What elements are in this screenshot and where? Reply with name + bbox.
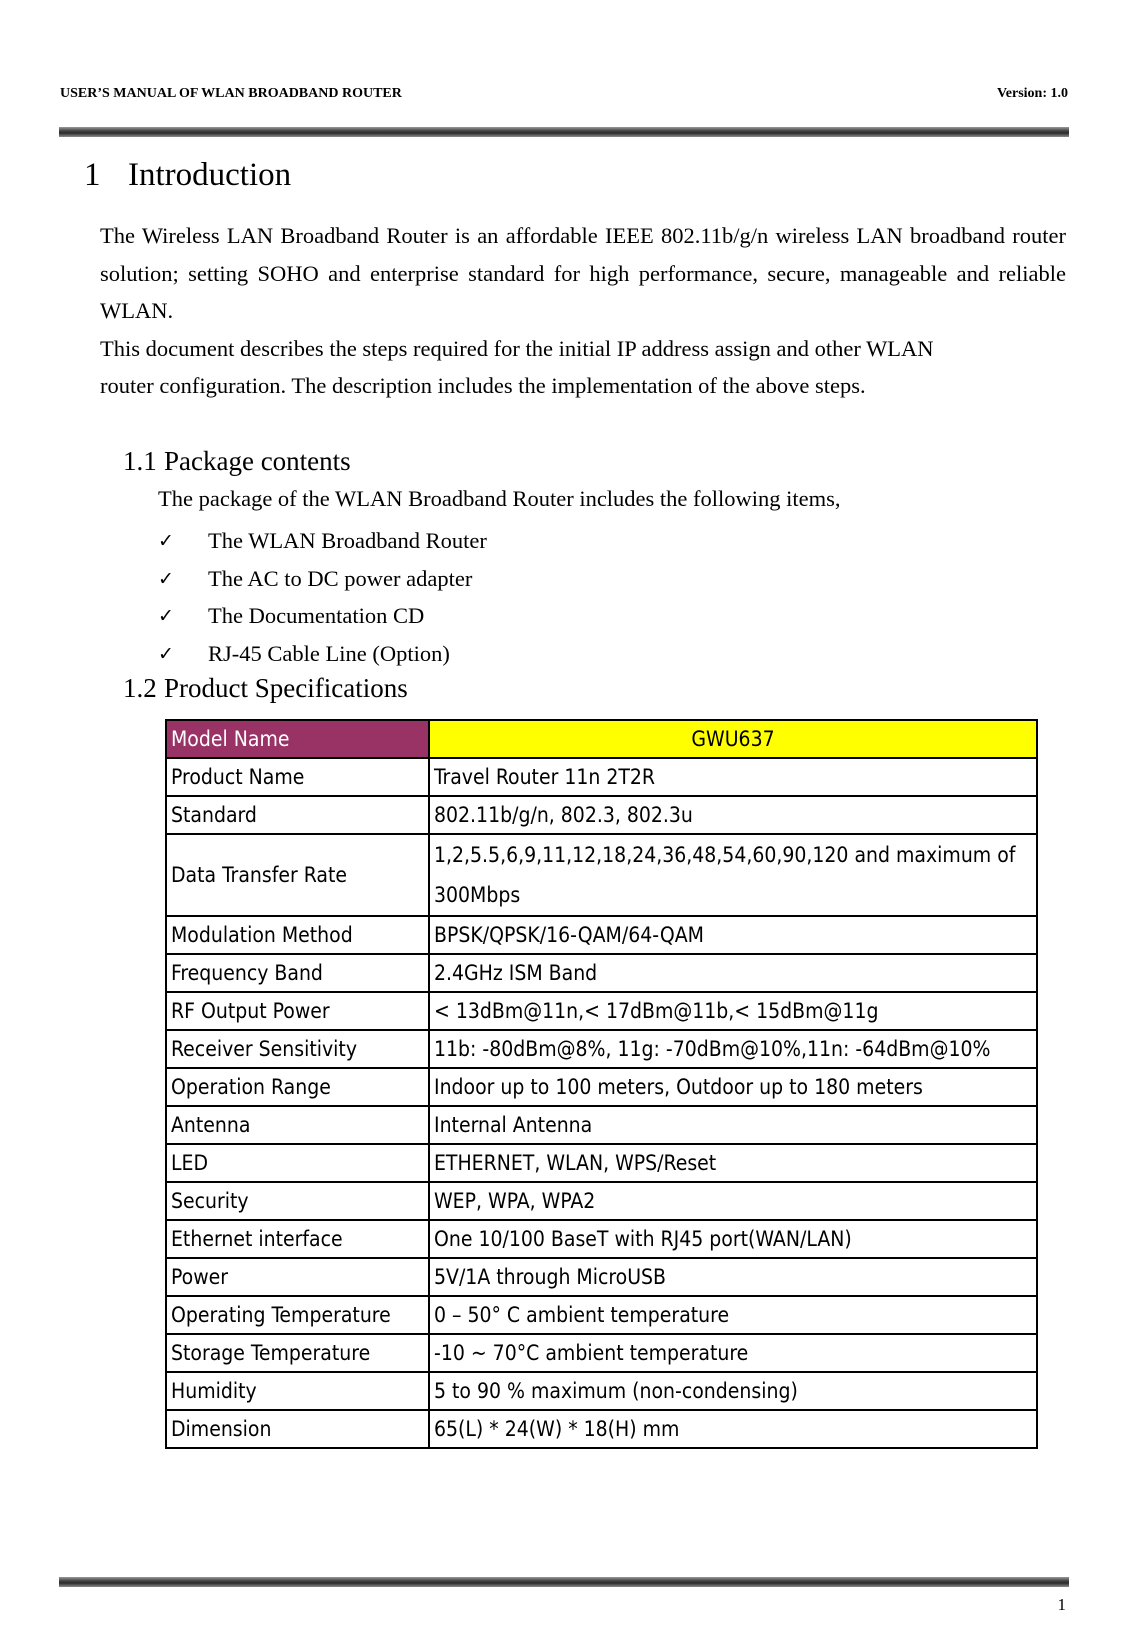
table-cell-value: 0 – 50° C ambient temperature — [429, 1296, 1037, 1334]
subsection-number: 1.2 — [123, 673, 157, 703]
table-row — [166, 834, 1037, 916]
checkmark-icon: ✓ — [158, 567, 174, 590]
table-cell-label: Frequency Band — [166, 954, 429, 992]
package-items-list — [158, 522, 487, 673]
table-row — [166, 1296, 1037, 1334]
table-row — [166, 1410, 1037, 1448]
table-row — [166, 1334, 1037, 1372]
subsection-number: 1.1 — [123, 446, 157, 476]
table-cell-value: 65(L) * 24(W) * 18(H) mm — [429, 1410, 1037, 1448]
table-cell-value: ETHERNET, WLAN, WPS/Reset — [429, 1144, 1037, 1182]
list-item-text: The Documentation CD — [208, 603, 425, 629]
table-cell-label: Data Transfer Rate — [166, 834, 429, 916]
table-header-value: GWU637 — [429, 720, 1037, 758]
list-item — [158, 522, 487, 560]
table-row — [166, 758, 1037, 796]
table-row — [166, 916, 1037, 954]
table-cell-label: Product Name — [166, 758, 429, 796]
list-item-text: The WLAN Broadband Router — [208, 527, 487, 553]
table-row — [166, 1372, 1037, 1410]
table-cell-value: Internal Antenna — [429, 1106, 1037, 1144]
list-item — [158, 597, 487, 635]
section-heading-introduction — [84, 157, 291, 194]
table-cell-value: 5V/1A through MicroUSB — [429, 1258, 1037, 1296]
checkmark-icon: ✓ — [158, 605, 174, 628]
table-cell-label: LED — [166, 1144, 429, 1182]
intro-paragraph-1: The Wireless LAN Broadband Router is an affordable IEEE 802.11b/g/n wireless LAN broadband router solution; setting SOHO and enterprise standard for high performance, secure, manageable and reliable WLAN. — [100, 223, 1066, 323]
table-row — [166, 1106, 1037, 1144]
table-cell-value: 1,2,5.5,6,9,11,12,18,24,36,48,54,60,90,120 and maximum of 300Mbps — [429, 834, 1037, 916]
footer-divider — [59, 1577, 1069, 1587]
header-version: Version: 1.0 — [996, 86, 1068, 101]
subsection-title: Package contents — [164, 446, 351, 476]
table-row — [166, 992, 1037, 1030]
table-cell-value: < 13dBm@11n,< 17dBm@11b,< 15dBm@11g — [429, 992, 1037, 1030]
table-cell-value: 5 to 90 % maximum (non-condensing) — [429, 1372, 1037, 1410]
section-title: Introduction — [128, 157, 292, 193]
package-intro: The package of the WLAN Broadband Router includes the following items, — [158, 486, 841, 511]
table-cell-label: Modulation Method — [166, 916, 429, 954]
table-cell-value: 802.11b/g/n, 802.3, 802.3u — [429, 796, 1037, 834]
table-cell-label: Dimension — [166, 1410, 429, 1448]
table-cell-label: Receiver Sensitivity — [166, 1030, 429, 1068]
table-cell-value: -10 ~ 70°C ambient temperature — [429, 1334, 1037, 1372]
table-cell-label: Standard — [166, 796, 429, 834]
list-item — [158, 635, 487, 673]
checkmark-icon: ✓ — [158, 529, 174, 552]
subsection-heading-package-contents — [123, 446, 351, 477]
table-cell-label: Humidity — [166, 1372, 429, 1410]
table-cell-label: Storage Temperature — [166, 1334, 429, 1372]
table-cell-value: 2.4GHz ISM Band — [429, 954, 1037, 992]
table-row — [166, 1144, 1037, 1182]
table-row — [166, 1030, 1037, 1068]
intro-paragraph-2-line-2: router configuration. The description includes the implementation of the above steps. — [100, 373, 866, 398]
list-item-text: RJ-45 Cable Line (Option) — [208, 640, 450, 666]
page-number: 1 — [1057, 1595, 1066, 1614]
spec-table — [165, 719, 1038, 1449]
table-cell-value: BPSK/QPSK/16-QAM/64-QAM — [429, 916, 1037, 954]
table-cell-value: 11b: -80dBm@8%, 11g: -70dBm@10%,11n: -64dBm@10% — [429, 1030, 1037, 1068]
header-title: USER’S MANUAL OF WLAN BROADBAND ROUTER — [60, 86, 402, 101]
subsection-heading-product-specifications — [123, 673, 408, 704]
section-number: 1 — [84, 157, 101, 193]
table-cell-label: Power — [166, 1258, 429, 1296]
table-cell-label: Operating Temperature — [166, 1296, 429, 1334]
table-cell-label: RF Output Power — [166, 992, 429, 1030]
table-row — [166, 1182, 1037, 1220]
table-row — [166, 1258, 1037, 1296]
table-cell-value: Indoor up to 100 meters, Outdoor up to 180 meters — [429, 1068, 1037, 1106]
subsection-title: Product Specifications — [164, 673, 408, 703]
table-header-label: Model Name — [166, 720, 429, 758]
header-divider — [59, 127, 1069, 137]
table-cell-value: Travel Router 11n 2T2R — [429, 758, 1037, 796]
table-cell-label: Ethernet interface — [166, 1220, 429, 1258]
table-cell-value: WEP, WPA, WPA2 — [429, 1182, 1037, 1220]
table-row — [166, 796, 1037, 834]
list-item — [158, 560, 487, 598]
table-row — [166, 1220, 1037, 1258]
table-row — [166, 954, 1037, 992]
intro-paragraph-2-line-1: This document describes the steps required for the initial IP address assign and other WLAN — [100, 335, 934, 361]
table-cell-label: Operation Range — [166, 1068, 429, 1106]
checkmark-icon: ✓ — [158, 642, 174, 665]
table-cell-value: One 10/100 BaseT with RJ45 port(WAN/LAN) — [429, 1220, 1037, 1258]
intro-paragraphs — [100, 217, 1066, 405]
table-row — [166, 1068, 1037, 1106]
table-cell-label: Security — [166, 1182, 429, 1220]
list-item-text: The AC to DC power adapter — [208, 565, 473, 591]
table-cell-label: Antenna — [166, 1106, 429, 1144]
table-header-row — [166, 720, 1037, 758]
